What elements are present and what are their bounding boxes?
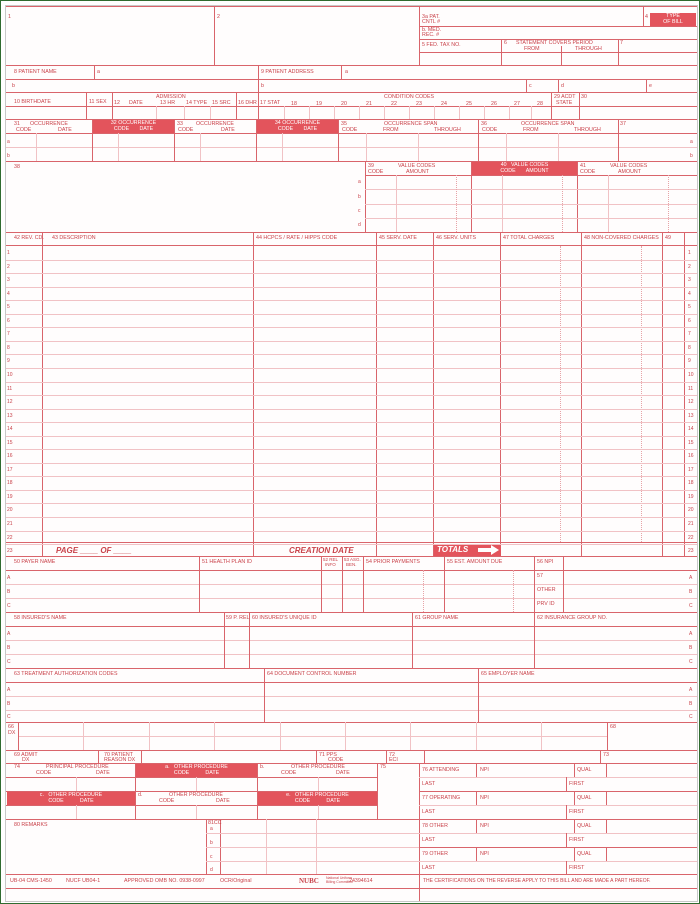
field-49-label: 49 [665,235,671,241]
pps-code-sub: CODE [328,757,344,763]
payer-row-c: C [7,603,11,609]
field-57-label: 57 [537,573,543,579]
operating-npi: NPI [480,795,489,801]
patient-reason-label: 70 PATIENT [104,752,133,758]
proc-b-date: DATE [336,770,350,776]
service-line-rule [6,517,697,518]
service-line-rule [6,395,697,396]
value-codes-41-label: VALUE CODES [610,163,648,169]
line-number-left: 12 [7,399,13,405]
type-of-bill-header: TYPE OF BILL [650,13,696,26]
payer-row-b-right: B [689,589,693,595]
rel-info-label: 52 REL [323,557,339,562]
service-line-rule [6,382,697,383]
discharge-hour-label: 16 DHR [238,100,257,106]
occurrence-34-header: 34 OCCURRENCE CODE DATE [257,120,338,133]
service-line-rule [6,531,697,532]
page-of-label: PAGE ____ OF ____ [56,546,132,555]
line-number-left: 20 [7,507,13,513]
field-1-label: 1 [8,14,11,20]
patient-reason-sub: REASON DX [104,757,136,763]
certification-text: THE CERTIFICATIONS ON THE REVERSE APPLY TO THIS BILL AND ARE MADE A PART HEREOF. [423,878,651,884]
insured-row-c-right: C [689,659,693,665]
row-b-right: b [690,153,693,159]
other-78-npi: NPI [480,823,489,829]
rev-code-label: 42 REV. CD. [14,235,44,241]
admission-12-label: 12 [114,100,120,106]
attending-label: 76 ATTENDING [422,767,460,773]
other-procedure-d-label: OTHER PROCEDURE [169,792,223,798]
group-name-label: 61 GROUP NAME [415,615,459,621]
condition-codes-label: CONDITION CODES [384,94,435,100]
line-number-left: 22 [7,535,13,541]
accident-state-label: STATE [556,100,573,106]
field-39-label: 39 [368,163,374,169]
service-line-rule [6,503,697,504]
operating-first: FIRST [569,809,585,815]
line-number-right: 14 [688,426,694,432]
attending-npi: NPI [480,767,489,773]
condition-19: 19 [316,101,322,107]
arrow-right-icon [478,545,500,555]
field-3b-sub: REC. # [422,32,440,38]
service-line-rule [6,463,697,464]
field-68-label: 68 [610,724,616,730]
attending-first: FIRST [569,781,585,787]
birthdate-label: 10 BIRTHDATE [14,99,51,105]
line-number-left: 21 [7,521,13,527]
payer-row-a-right: A [689,575,693,581]
line-number-right: 6 [688,318,691,324]
occ31-date: DATE [58,127,72,133]
serv-units-label: 46 SERV. UNITS [436,235,477,241]
line-number-right: 12 [688,399,694,405]
dx-column-rule [214,722,215,750]
field-72-label: 72 [389,752,395,758]
field-81cc-label: 81CC [208,820,222,826]
license-number: 24394614 [349,878,373,884]
service-line-rule [6,260,697,261]
attending-qual: QUAL [577,767,592,773]
insured-row-b: B [7,645,11,651]
line-number-left: 15 [7,440,13,446]
auth-row-a-right: A [689,687,693,693]
line-number-right: 4 [688,291,691,297]
line-number-left: 5 [7,304,10,310]
auth-row-c-right: C [689,714,693,720]
condition-25: 25 [466,101,472,107]
field-74-label: 74 [14,764,20,770]
period-from-label: FROM [524,46,540,52]
sex-label: 11 SEX [89,99,107,105]
vc-row-d: d [358,222,361,228]
condition-26: 26 [491,101,497,107]
line-number-right: 20 [688,507,694,513]
occ33-date: DATE [221,127,235,133]
total-charges-label: 47 TOTAL CHARGES [503,235,555,241]
field-7-label: 7 [620,40,623,46]
line-number-left: 6 [7,318,10,324]
occurrence-31-label: OCCURRENCE [30,121,68,127]
accident-label: 29 ACDT [554,94,576,100]
line-number-left: 10 [7,372,13,378]
dx-column-rule [410,722,411,750]
row-a-left: a [7,139,10,145]
footer-ocr: OCR/Original [220,878,252,884]
auth-row-c: C [7,714,11,720]
line-number-left: 9 [7,358,10,364]
field-3b-label: b. MED. [422,27,442,33]
row-b-left: b [7,153,10,159]
other-78-qual: QUAL [577,823,592,829]
patient-name-b: b [12,83,15,89]
cc-row-a: a [210,826,213,832]
other-78-first: FIRST [569,837,585,843]
service-line-rule [6,287,697,288]
auth-row-b-right: B [689,701,693,707]
attending-last: LAST [422,781,436,787]
admit-dx-sub: DX [22,757,30,763]
eci-label: ECI [389,757,398,763]
prior-payments-label: 54 PRIOR PAYMENTS [366,559,420,565]
pps-code-label: 71 PPS [319,752,337,758]
service-line-rule [6,422,697,423]
field-33-label: 33 [177,121,183,127]
admission-label: ADMISSION [156,94,186,100]
patient-name-label: 8 PATIENT NAME [14,69,57,75]
other-procedure-b-label: OTHER PROCEDURE [291,764,345,770]
field-3a-label: 3a PAT. [422,14,440,20]
condition-27: 27 [514,101,520,107]
principal-date: DATE [96,770,110,776]
other-78-last: LAST [422,837,436,843]
dx-column-rule [280,722,281,750]
insured-row-a-right: A [689,631,693,637]
condition-22: 22 [391,101,397,107]
service-line-rule [6,476,697,477]
dx-label: DX [8,730,16,736]
line-number-right: 23 [688,548,694,554]
other-78-label: 78 OTHER [422,823,448,829]
period-through-label: THROUGH [575,46,602,52]
occ33-code: CODE [178,127,194,133]
service-line-rule [6,436,697,437]
patient-address-a: a [345,69,348,75]
line-number-right: 7 [688,331,691,337]
vc-row-c: c [358,208,361,214]
status-label: 17 STAT [260,100,281,106]
line-number-right: 18 [688,480,694,486]
nubc-logo: NUBC [299,877,319,885]
line-number-right: 3 [688,277,691,283]
field-73-label: 73 [603,752,609,758]
hcpcs-label: 44 HCPCS / RATE / HIPPS CODE [256,235,338,241]
line-number-left: 8 [7,345,10,351]
line-number-left: 17 [7,467,13,473]
operating-last: LAST [422,809,436,815]
auth-row-a: A [7,687,11,693]
other-procedure-c-header: c. OTHER PROCEDURE CODE DATE [7,792,135,805]
ub04-claim-form [5,5,698,902]
patient-name-a: a [97,69,100,75]
line-number-right: 16 [688,453,694,459]
field-37-label: 37 [620,121,626,127]
payer-row-a: A [7,575,11,581]
proc-b-code: CODE [281,770,297,776]
occ31-code: CODE [16,127,32,133]
service-line-rule [6,314,697,315]
field-30-label: 30 [581,94,587,100]
line-number-right: 22 [688,535,694,541]
treatment-auth-label: 63 TREATMENT AUTHORIZATION CODES [14,671,118,677]
other-label: OTHER [537,587,556,593]
document-control-label: 64 DOCUMENT CONTROL NUMBER [267,671,357,677]
value-codes-39-label: VALUE CODES [398,163,436,169]
asg-ben-label: 53 ASG. [344,557,361,562]
line-number-right: 19 [688,494,694,500]
admission-src-label: 15 SRC [212,100,231,106]
payer-name-label: 50 PAYER NAME [14,559,56,565]
creation-date-label: CREATION DATE [289,546,354,555]
span36-from: FROM [523,127,539,133]
employer-name-label: 65 EMPLOYER NAME [481,671,535,677]
line-number-right: 5 [688,304,691,310]
occurrence-33-label: OCCURRENCE [196,121,234,127]
service-line-rule [6,409,697,410]
line-number-left: 19 [7,494,13,500]
proc-d-letter: d. [138,792,143,798]
vc-row-b: b [358,194,361,200]
span35-code: CODE [342,127,358,133]
span36-code: CODE [482,127,498,133]
service-line-rule [6,368,697,369]
insured-name-label: 58 INSURED'S NAME [14,615,67,621]
field-4-label: 4 [645,14,648,20]
proc-d-date: DATE [216,798,230,804]
description-label: 43 DESCRIPTION [52,235,96,241]
patient-address-e: e [649,83,652,89]
field-5-label: 5 FED. TAX NO. [422,42,461,48]
npi-56-label: 56 NPI [537,559,554,565]
line-number-left: 7 [7,331,10,337]
footer-nucf: NUCF UB04-1 [66,878,101,884]
dx-column-rule [83,722,84,750]
service-line-rule [6,354,697,355]
line-number-right: 11 [688,386,694,392]
line-number-left: 2 [7,264,10,270]
line-number-left: 18 [7,480,13,486]
vc41-code: CODE [580,169,596,175]
other-79-last: LAST [422,865,436,871]
line-number-right: 8 [688,345,691,351]
field-2-label: 2 [217,14,220,20]
service-line-rule [6,341,697,342]
vc39-code: CODE [368,169,384,175]
other-79-npi: NPI [480,851,489,857]
line-number-left: 11 [7,386,13,392]
insured-row-b-right: B [689,645,693,651]
admission-date-label: DATE [129,100,143,106]
service-line-rule [6,273,697,274]
service-line-rule [6,449,697,450]
line-number-right: 15 [688,440,694,446]
proc-d-code: CODE [159,798,175,804]
span36-through: THROUGH [574,127,601,133]
condition-20: 20 [341,101,347,107]
nubc-line1: National Uniform [326,876,353,880]
condition-28: 28 [537,101,543,107]
field-31-label: 31 [14,121,20,127]
field-6-label: 6 [504,40,507,46]
nubc-line2: Billing Committee [326,880,354,884]
proc-b-letter: b. [260,764,265,770]
other-79-first: FIRST [569,865,585,871]
span35-from: FROM [383,127,399,133]
line-number-left: 14 [7,426,13,432]
condition-18: 18 [291,101,297,107]
line-number-right: 2 [688,264,691,270]
patient-address-label: 9 PATIENT ADDRESS [261,69,314,75]
occurrence-32-header: 32 OCCURRENCE CODE DATE [93,120,174,133]
field-75-label: 75 [380,764,386,770]
other-79-label: 79 OTHER [422,851,448,857]
auth-row-b: B [7,701,11,707]
patient-address-d: d [561,83,564,89]
dx-column-rule [149,722,150,750]
footer-omb: APPROVED OMB NO. 0938-0997 [124,878,205,884]
field-66-label: 66 [8,724,14,730]
field-41-label: 41 [580,163,586,169]
admission-type-label: 14 TYPE [186,100,208,106]
line-number-right: 17 [688,467,694,473]
cc-row-c: c [210,854,213,860]
line-number-right: 1 [688,250,691,256]
value-codes-40-header: 40 VALUE CODES CODE AMOUNT [472,162,577,175]
admission-hour-label: 13 HR [160,100,176,106]
patient-rel-label: 59 P. REL [226,615,250,621]
line-number-right: 10 [688,372,694,378]
other-procedure-a-header: a. OTHER PROCEDURE CODE DATE [136,764,257,777]
non-covered-label: 48 NON-COVERED CHARGES [584,235,659,241]
dx-column-rule [541,722,542,750]
line-number-left: 23 [7,548,13,554]
insured-id-label: 60 INSURED'S UNIQUE ID [252,615,317,621]
principal-procedure-label: PRINCIPAL PROCEDURE [46,764,109,770]
line-number-left: 16 [7,453,13,459]
serv-date-label: 45 SERV. DATE [379,235,417,241]
dx-column-rule [345,722,346,750]
cc-row-b: b [210,840,213,846]
field-35-label: 35 [341,121,347,127]
est-amount-due-label: 55 EST. AMOUNT DUE [447,559,503,565]
vc41-amount: AMOUNT [618,169,641,175]
field-3a-sub: CNTL # [422,19,441,25]
statement-period-label: STATEMENT COVERS PERIOD [516,40,593,46]
payer-row-b: B [7,589,11,595]
condition-24: 24 [441,101,447,107]
vc39-amount: AMOUNT [406,169,429,175]
rel-info-sub: INFO [325,562,336,567]
remarks-label: 80 REMARKS [14,822,48,828]
health-plan-id-label: 51 HEALTH PLAN ID [202,559,252,565]
line-number-right: 13 [688,413,694,419]
totals-header: TOTALS [434,544,501,556]
patient-address-b: b [261,83,264,89]
dx-column-rule [476,722,477,750]
insured-row-c: C [7,659,11,665]
service-line-rule [6,490,697,491]
service-line-rule [6,300,697,301]
line-number-left: 4 [7,291,10,297]
condition-23: 23 [416,101,422,107]
cc-row-d: d [210,867,213,873]
line-number-left: 13 [7,413,13,419]
condition-21: 21 [366,101,372,107]
insurance-group-no-label: 62 INSURANCE GROUP NO. [537,615,608,621]
line-number-right: 21 [688,521,694,527]
operating-label: 77 OPERATING [422,795,461,801]
service-line-rule [6,544,697,545]
payer-row-c-right: C [689,603,693,609]
asg-ben-sub: BEN. [346,562,357,567]
line-number-left: 1 [7,250,10,256]
service-line-rule [6,327,697,328]
span35-through: THROUGH [434,127,461,133]
footer-form-id: UB-04 CMS-1450 [10,878,52,884]
prv-id-label: PRV ID [537,601,555,607]
row-a-right: a [690,139,693,145]
patient-address-c: c [529,83,532,89]
principal-code: CODE [36,770,52,776]
line-number-left: 3 [7,277,10,283]
operating-qual: QUAL [577,795,592,801]
occurrence-span-36-label: OCCURRENCE SPAN [521,121,575,127]
field-36-label: 36 [481,121,487,127]
field-38-label: 38 [14,164,20,170]
occurrence-span-35-label: OCCURRENCE SPAN [384,121,438,127]
admit-dx-label: 69 ADMIT [14,752,38,758]
other-79-qual: QUAL [577,851,592,857]
insured-row-a: A [7,631,11,637]
other-procedure-e-header: e. OTHER PROCEDURE CODE DATE [258,792,377,805]
line-number-right: 9 [688,358,691,364]
vc-row-a: a [358,179,361,185]
